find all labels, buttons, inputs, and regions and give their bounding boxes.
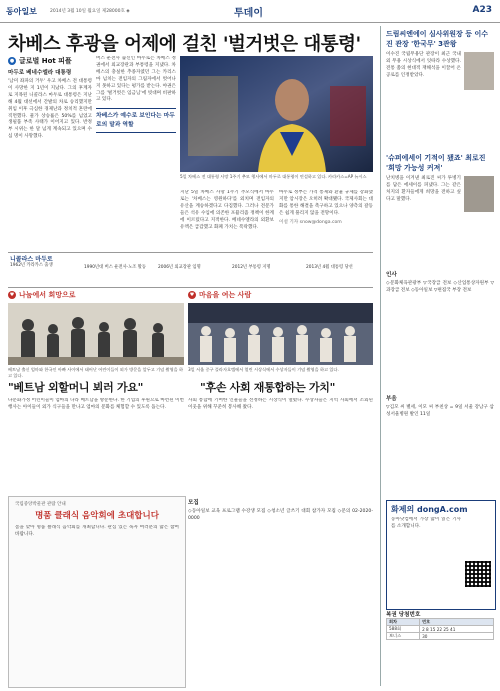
column-subject: 마두로 베네수엘라 대통령	[8, 70, 72, 76]
article-column-4	[279, 190, 373, 248]
right-story-headline: "후손 사회 재통합하는 가치"	[200, 381, 336, 394]
timeline-strip	[8, 252, 373, 288]
sidebar-top-title: 드림씨엔에이 심사위원장 등 이수진 관장 '한국무' 3관왕	[386, 30, 488, 48]
section-title: 투데이	[234, 8, 263, 19]
left-story-text: 다문화가정 어린이들이 엄마의 나라 베트남을 방문한다. 한 기업의 후원으로 마련된 이번 행사는 아이들이 외가 식구들을 만나고 엄마의 문화를 체험할 수 있도록 돕는다.	[8, 398, 184, 410]
timeline-title: 니콜라스 마두로	[10, 256, 53, 263]
table-cell: 30	[420, 633, 494, 640]
table-cell: 588회	[387, 626, 420, 633]
table-cell: 회차	[387, 619, 420, 626]
column-tag	[8, 56, 92, 66]
timeline-text: 1962년 카라카스 출생	[10, 263, 53, 268]
sidebar-top-story	[386, 30, 494, 150]
byline: 이설 기자 snow@donga.com	[279, 219, 342, 225]
timeline-item	[84, 265, 154, 271]
portrait-photo	[464, 176, 494, 212]
obituaries-title: 부음	[386, 396, 397, 402]
sidebar-top-text: 이수진 국립무용단 관장이 최근 국내외 무용 시상식에서 잇따라 수상했다. 전통 춤의 현대적 재해석을 이끌어 온 공로를 인정받았다.	[386, 52, 461, 78]
sidebar-mid-story	[386, 154, 494, 264]
sidebar-appointments	[386, 268, 494, 388]
timeline-text: 2013년 4월 대통령 당선	[306, 265, 353, 270]
right-photo-caption: 3일 서울 중구 플라자호텔에서 열린 시상식에서 수상자들이 기념 촬영을 하고 있다.	[188, 367, 339, 372]
article-column-2	[96, 56, 176, 248]
hot-box-body	[391, 517, 461, 603]
page-number: A23	[472, 5, 492, 15]
photo-children-group	[8, 303, 184, 365]
timeline-text: 2012년 부통령 지명	[232, 265, 271, 270]
sidebar-mid-title: '슈퍼에세이 기적이 됐죠' 최로진 '희망 가능성 커져'	[386, 154, 486, 172]
right-tag-label: 마음을 여는 사람	[199, 291, 252, 299]
left-photo	[8, 303, 184, 365]
sidebar-obituaries	[386, 392, 494, 496]
table-cell: 번호	[420, 619, 494, 626]
timeline-item	[232, 265, 302, 271]
right-tag	[188, 290, 378, 304]
left-story-body	[8, 398, 184, 492]
heart-icon: ♥	[189, 292, 195, 298]
obituaries-text: ▽김모 씨 별세, 이모 씨 부친상 = 9일 서울 강남구 삼성서울병원 발인 11일	[386, 405, 494, 417]
lottery-title-row	[386, 610, 494, 618]
article-text-4: 마두로 정부는 가격 통제와 환율 규제를 강화했지만 암시장은 오히려 확대됐다. 국제사회는 대화를 통한 해결을 촉구하고 있으나 양측의 갈등은 쉽게 풀리지 않을 전망이다.	[279, 190, 373, 216]
timeline-text: 1990년대 버스 운전사·노조 활동	[84, 265, 147, 270]
column-tag-label: 글로벌 Hot 피플	[19, 57, 72, 65]
ad-text: 봄을 맞아 명품 클래식 음악회를 개최합니다. 관심 있는 독자 여러분의 많은 참여 바랍니다.	[15, 525, 179, 537]
left-tag	[8, 290, 184, 304]
portrait-photo	[464, 52, 494, 90]
qr-code-icon[interactable]	[465, 561, 491, 587]
lottery-table	[386, 618, 494, 640]
table-cell: 2 8 15 22 25 41	[420, 626, 494, 633]
newspaper-logo: 동아일보	[6, 7, 37, 16]
timeline-item	[306, 265, 372, 271]
main-headline: 차베스 후광을 어제에 걸친 '벌거벗은 대통령'	[8, 34, 361, 55]
article-text-1: '남미 좌파의 거두' 우고 차베스 전 대통령이 사망한 지 1년이 지났다. 그의 후계자로 지목된 니콜라스 마두로 대통령은 지난해 4월 대선에서 간발의 차로 승리했지만 취임 이후 극심한 경제난과 정치적 혼란에 직면했다. 물가 상승률은 50%를 넘었고 생필품 부족 사태가 이어지고 있다. 반정부 시위는 한 달 넘게 계속되고 있으며 수십 명이 사망했다.	[8, 79, 92, 140]
photo-president-speaking	[180, 56, 373, 172]
page-header	[0, 0, 500, 23]
article-text-3: 지난 5일 차베스 사망 1주기 추모식에서 마두로는 '차베스는 영원하다'를 외치며 전임자의 유산을 계승하겠다고 다짐했다. 그러나 전문가들은 석유 수입에 의존한 포퓰리즘 정책이 한계에 이르렀다고 지적한다. 베네수엘라의 외환보유액은 급감했고 화폐 가치는 폭락했다.	[180, 190, 274, 230]
photo-caption: 5일 차베스 전 대통령 사망 1주기 추모 행사에서 마두로 대통령이 연설하고 있다. 카라카스=AP 뉴시스	[180, 174, 367, 179]
listings-column	[188, 496, 373, 686]
table-row	[387, 633, 494, 640]
right-story-body	[188, 398, 373, 492]
ad-kicker: 국립중앙박물관 관람 안내	[15, 502, 66, 507]
ad-body	[15, 525, 179, 675]
listings-text: ◇동아일보 교육 프로그램 수강생 모집 ◇청소년 글쓰기 대회 참가자 모집 ◇문의 02-2020-0000	[188, 509, 373, 521]
right-tag-row	[188, 290, 378, 300]
column-divider	[380, 26, 381, 686]
pull-quote: 차베스가 예수로 보인다는 마두로의 말과 역할	[96, 108, 176, 133]
timeline-item	[10, 257, 80, 269]
ad-title: 명품 클래식 음악회에 초대합니다	[35, 511, 159, 521]
dongA-logo: 화제의 dongA.com	[391, 505, 468, 514]
appointments-title: 인사	[386, 272, 397, 278]
sidebar-mid-text: 난치병을 이겨낸 최로진 씨가 투병기를 담은 에세이를 펴냈다. 그는 같은 처지의 환자들에게 희망을 전하고 싶다고 말했다.	[386, 176, 461, 202]
left-tag-row	[8, 290, 184, 300]
article-text-2: 버스 운전사 출신인 마두로는 차베스 정권에서 외교장관과 부통령을 지냈다. 차베스의 충실한 추종자였던 그는 카리스마 넘치는 전임자의 그림자에서 벗어나지 못하고 있다는 평가를 받는다. 야권은 그를 '벌거벗은 임금님'에 빗대며 비판하고 있다.	[96, 56, 176, 103]
hot-box-text: 동아닷컴에서 가장 많이 읽은 기사를 소개합니다.	[391, 517, 461, 529]
left-tag-label: 나눔에서 희망으로	[19, 291, 76, 299]
dateline: 2014년 3월 10일 월요일 제28000호 ◈	[50, 9, 130, 14]
right-story-text: 사회 통합에 기여한 인물들을 선정하는 시상식이 열렸다. 수상자들은 지역 사회에서 소외된 이웃을 위해 꾸준히 봉사해 왔다.	[188, 398, 373, 410]
article-column-1	[8, 56, 92, 248]
lottery-title: 복권 당첨번호	[386, 612, 421, 618]
globe-icon: ●	[9, 58, 15, 64]
left-photo-caption: 베트남 출신 엄마와 한국인 아빠 사이에서 태어난 어린이들이 외가 방문을 앞두고 기념 촬영을 하고 있다.	[8, 367, 184, 378]
table-cell: 보너스	[387, 633, 420, 640]
table-row	[387, 626, 494, 633]
timeline-text: 2006년 외교장관 임명	[158, 265, 201, 270]
right-photo	[188, 303, 373, 365]
timeline-item	[158, 265, 228, 271]
appointments-text: ◇문화체육관광부 ▽국장급 전보 ◇산업통상자원부 ▽과장급 전보 ◇동아일보 ▽편집국 부장 전보	[386, 281, 494, 293]
dongA-hot-box	[386, 500, 496, 610]
concert-invitation-ad	[8, 496, 186, 688]
table-row	[387, 619, 494, 626]
listings-title: 모집	[188, 500, 199, 506]
left-story-headline: "베트남 외할머니 뵈러 가요"	[8, 381, 144, 394]
photo-award-ceremony	[188, 303, 373, 365]
main-photo	[180, 56, 373, 172]
heart-icon: ♥	[9, 292, 15, 298]
article-column-3	[180, 190, 274, 248]
